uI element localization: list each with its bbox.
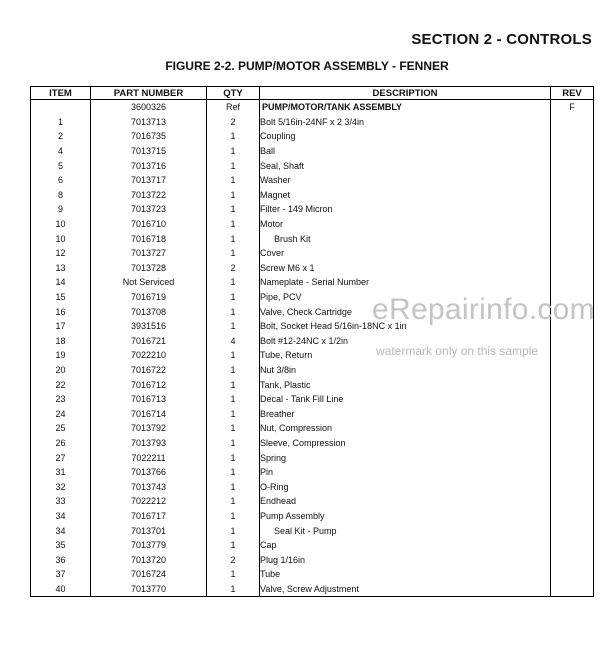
cell-item: 24 (31, 406, 91, 421)
cell-item: 36 (31, 552, 91, 567)
cell-part-number: 7022211 (91, 450, 207, 465)
cell-qty: 2 (207, 115, 260, 130)
cell-qty: 1 (207, 392, 260, 407)
cell-item: 22 (31, 377, 91, 392)
cell-part-number: 7013779 (91, 538, 207, 553)
cell-rev (551, 406, 594, 421)
cell-item: 26 (31, 436, 91, 451)
cell-item: 19 (31, 348, 91, 363)
cell-description: Endhead (260, 494, 551, 509)
cell-description: Breather (260, 406, 551, 421)
cell-rev (551, 231, 594, 246)
cell-rev (551, 129, 594, 144)
table-row (31, 436, 594, 451)
cell-qty: 1 (207, 523, 260, 538)
table-row (31, 173, 594, 188)
cell-description: Cover (260, 246, 551, 261)
cell-part-number: 7016714 (91, 406, 207, 421)
cell-description: Decal - Tank Fill Line (260, 392, 551, 407)
column-header-qty: QTY (207, 87, 260, 100)
cell-part-number: 7016724 (91, 567, 207, 582)
cell-qty: 1 (207, 173, 260, 188)
cell-item: 31 (31, 465, 91, 480)
cell-rev (551, 217, 594, 232)
cell-qty: 1 (207, 319, 260, 334)
cell-rev (551, 115, 594, 130)
cell-item: 10 (31, 231, 91, 246)
cell-part-number: 7016712 (91, 377, 207, 392)
cell-qty: 2 (207, 552, 260, 567)
cell-rev (551, 246, 594, 261)
cell-description: Brush Kit (260, 231, 551, 246)
cell-description: Tank, Plastic (260, 377, 551, 392)
cell-rev (551, 275, 594, 290)
cell-qty: 1 (207, 436, 260, 451)
cell-item: 33 (31, 494, 91, 509)
cell-qty: 1 (207, 188, 260, 203)
cell-qty: 1 (207, 406, 260, 421)
cell-rev (551, 377, 594, 392)
table-row (31, 421, 594, 436)
table-row (31, 479, 594, 494)
cell-qty: 1 (207, 450, 260, 465)
cell-part-number: 7013722 (91, 188, 207, 203)
cell-description: Nameplate - Serial Number (260, 275, 551, 290)
cell-part-number: 7016718 (91, 231, 207, 246)
cell-rev (551, 552, 594, 567)
cell-item: 40 (31, 582, 91, 597)
cell-qty: Ref (207, 100, 260, 115)
cell-description: Motor (260, 217, 551, 232)
cell-item: 34 (31, 523, 91, 538)
cell-item: 6 (31, 173, 91, 188)
cell-part-number: 7013793 (91, 436, 207, 451)
cell-description: Bolt #12-24NC x 1/2in (260, 334, 551, 349)
cell-item: 17 (31, 319, 91, 334)
cell-part-number: 7022212 (91, 494, 207, 509)
cell-description: Tube (260, 567, 551, 582)
table-row (31, 494, 594, 509)
cell-qty: 1 (207, 479, 260, 494)
cell-description: Seal, Shaft (260, 158, 551, 173)
cell-item: 15 (31, 290, 91, 305)
cell-qty: 1 (207, 129, 260, 144)
cell-rev (551, 494, 594, 509)
cell-description: Nut, Compression (260, 421, 551, 436)
cell-qty: 1 (207, 363, 260, 378)
cell-part-number: 7013766 (91, 465, 207, 480)
cell-qty: 1 (207, 217, 260, 232)
table-row (31, 363, 594, 378)
cell-rev (551, 334, 594, 349)
cell-rev (551, 363, 594, 378)
cell-description: Pipe, PCV (260, 290, 551, 305)
cell-description: Sleeve, Compression (260, 436, 551, 451)
cell-part-number: 7016721 (91, 334, 207, 349)
cell-item: 8 (31, 188, 91, 203)
cell-item: 32 (31, 479, 91, 494)
figure-title: FIGURE 2-2. PUMP/MOTOR ASSEMBLY - FENNER (165, 59, 449, 73)
cell-item: 23 (31, 392, 91, 407)
cell-qty: 1 (207, 421, 260, 436)
cell-part-number: 7013723 (91, 202, 207, 217)
cell-description: Nut 3/8in (260, 363, 551, 378)
cell-part-number: 7016710 (91, 217, 207, 232)
cell-qty: 1 (207, 377, 260, 392)
cell-description: Pin (260, 465, 551, 480)
cell-part-number: 7022210 (91, 348, 207, 363)
cell-part-number: 7016735 (91, 129, 207, 144)
cell-item: 25 (31, 421, 91, 436)
cell-description: PUMP/MOTOR/TANK ASSEMBLY (260, 100, 551, 115)
table-row (31, 377, 594, 392)
cell-rev (551, 479, 594, 494)
cell-rev (551, 173, 594, 188)
cell-item: 16 (31, 304, 91, 319)
cell-description: Spring (260, 450, 551, 465)
cell-rev (551, 538, 594, 553)
cell-rev (551, 509, 594, 524)
table-row (31, 188, 594, 203)
table-row (31, 115, 594, 130)
column-header-part-number: PART NUMBER (91, 87, 207, 100)
cell-rev (551, 158, 594, 173)
table-row (31, 392, 594, 407)
cell-part-number: 7013713 (91, 115, 207, 130)
cell-qty: 1 (207, 304, 260, 319)
cell-qty: 1 (207, 231, 260, 246)
cell-item (31, 100, 91, 115)
cell-qty: 1 (207, 158, 260, 173)
cell-item: 10 (31, 217, 91, 232)
cell-rev (551, 450, 594, 465)
cell-qty: 1 (207, 144, 260, 159)
table-row (31, 275, 594, 290)
cell-item: 37 (31, 567, 91, 582)
cell-rev (551, 348, 594, 363)
cell-description: Valve, Screw Adjustment (260, 582, 551, 597)
cell-rev (551, 261, 594, 276)
cell-description: Tube, Return (260, 348, 551, 363)
cell-qty: 1 (207, 465, 260, 480)
cell-description: Plug 1/16in (260, 552, 551, 567)
table-row (31, 261, 594, 276)
table-row (31, 202, 594, 217)
cell-rev (551, 144, 594, 159)
cell-description: Pump Assembly (260, 509, 551, 524)
cell-item: 12 (31, 246, 91, 261)
column-header-description: DESCRIPTION (260, 87, 551, 100)
cell-description: Coupling (260, 129, 551, 144)
cell-item: 9 (31, 202, 91, 217)
table-row (31, 158, 594, 173)
cell-rev (551, 582, 594, 597)
cell-description: Ball (260, 144, 551, 159)
cell-description: Valve, Check Cartridge (260, 304, 551, 319)
cell-part-number: 7013792 (91, 421, 207, 436)
cell-part-number: 7013701 (91, 523, 207, 538)
cell-part-number: 7013715 (91, 144, 207, 159)
table-row (31, 538, 594, 553)
table-row (31, 231, 594, 246)
cell-description: Cap (260, 538, 551, 553)
cell-part-number: 7013716 (91, 158, 207, 173)
cell-description: Filter - 149 Micron (260, 202, 551, 217)
section-title: SECTION 2 - CONTROLS (411, 31, 592, 48)
cell-part-number: 7013743 (91, 479, 207, 494)
table-row (31, 406, 594, 421)
cell-qty: 1 (207, 348, 260, 363)
cell-rev (551, 421, 594, 436)
cell-part-number: 7013727 (91, 246, 207, 261)
cell-item: 34 (31, 509, 91, 524)
cell-qty: 1 (207, 538, 260, 553)
cell-rev (551, 465, 594, 480)
table-row (31, 217, 594, 232)
table-row (31, 509, 594, 524)
cell-item: 4 (31, 144, 91, 159)
cell-item: 27 (31, 450, 91, 465)
cell-qty: 1 (207, 509, 260, 524)
cell-part-number: 7013720 (91, 552, 207, 567)
cell-rev (551, 202, 594, 217)
cell-part-number: 7016717 (91, 509, 207, 524)
cell-rev (551, 392, 594, 407)
cell-qty: 1 (207, 202, 260, 217)
cell-item: 35 (31, 538, 91, 553)
cell-item: 14 (31, 275, 91, 290)
table-row (31, 129, 594, 144)
cell-rev (551, 523, 594, 538)
cell-part-number: 7013728 (91, 261, 207, 276)
cell-qty: 1 (207, 290, 260, 305)
cell-part-number: Not Serviced (91, 275, 207, 290)
watermark-subtext: watermark only on this sample (376, 344, 539, 358)
cell-part-number: 7013770 (91, 582, 207, 597)
cell-item: 2 (31, 129, 91, 144)
cell-item: 18 (31, 334, 91, 349)
table-row (31, 144, 594, 159)
cell-item: 13 (31, 261, 91, 276)
cell-description: Screw M6 x 1 (260, 261, 551, 276)
column-header-item: ITEM (31, 87, 91, 100)
cell-qty: 1 (207, 582, 260, 597)
cell-rev: F (551, 100, 594, 115)
column-header-rev: REV (551, 87, 594, 100)
table-row (31, 567, 594, 582)
cell-rev (551, 188, 594, 203)
cell-qty: 1 (207, 246, 260, 261)
cell-part-number: 3931516 (91, 319, 207, 334)
cell-description: Seal Kit - Pump (260, 523, 551, 538)
cell-part-number: 3600326 (91, 100, 207, 115)
table-row (31, 246, 594, 261)
cell-description: O-Ring (260, 479, 551, 494)
cell-description: Bolt, Socket Head 5/16in-18NC x 1in (260, 319, 551, 334)
cell-qty: 2 (207, 261, 260, 276)
cell-item: 1 (31, 115, 91, 130)
cell-description: Bolt 5/16in-24NF x 2 3/4in (260, 115, 551, 130)
watermark-text: eRepairinfo.com (372, 293, 595, 326)
parts-table (30, 86, 594, 597)
cell-part-number: 7016722 (91, 363, 207, 378)
table-header-row (31, 87, 594, 100)
table-row (31, 100, 594, 115)
cell-part-number: 7016719 (91, 290, 207, 305)
cell-description: Washer (260, 173, 551, 188)
cell-qty: 1 (207, 494, 260, 509)
table-row (31, 552, 594, 567)
table-row (31, 450, 594, 465)
table-row (31, 523, 594, 538)
table-row (31, 582, 594, 597)
cell-qty: 4 (207, 334, 260, 349)
cell-item: 20 (31, 363, 91, 378)
cell-part-number: 7013717 (91, 173, 207, 188)
cell-part-number: 7013708 (91, 304, 207, 319)
cell-rev (551, 436, 594, 451)
table-row (31, 465, 594, 480)
cell-description: Magnet (260, 188, 551, 203)
cell-rev (551, 567, 594, 582)
cell-qty: 1 (207, 567, 260, 582)
cell-part-number: 7016713 (91, 392, 207, 407)
cell-qty: 1 (207, 275, 260, 290)
cell-item: 5 (31, 158, 91, 173)
